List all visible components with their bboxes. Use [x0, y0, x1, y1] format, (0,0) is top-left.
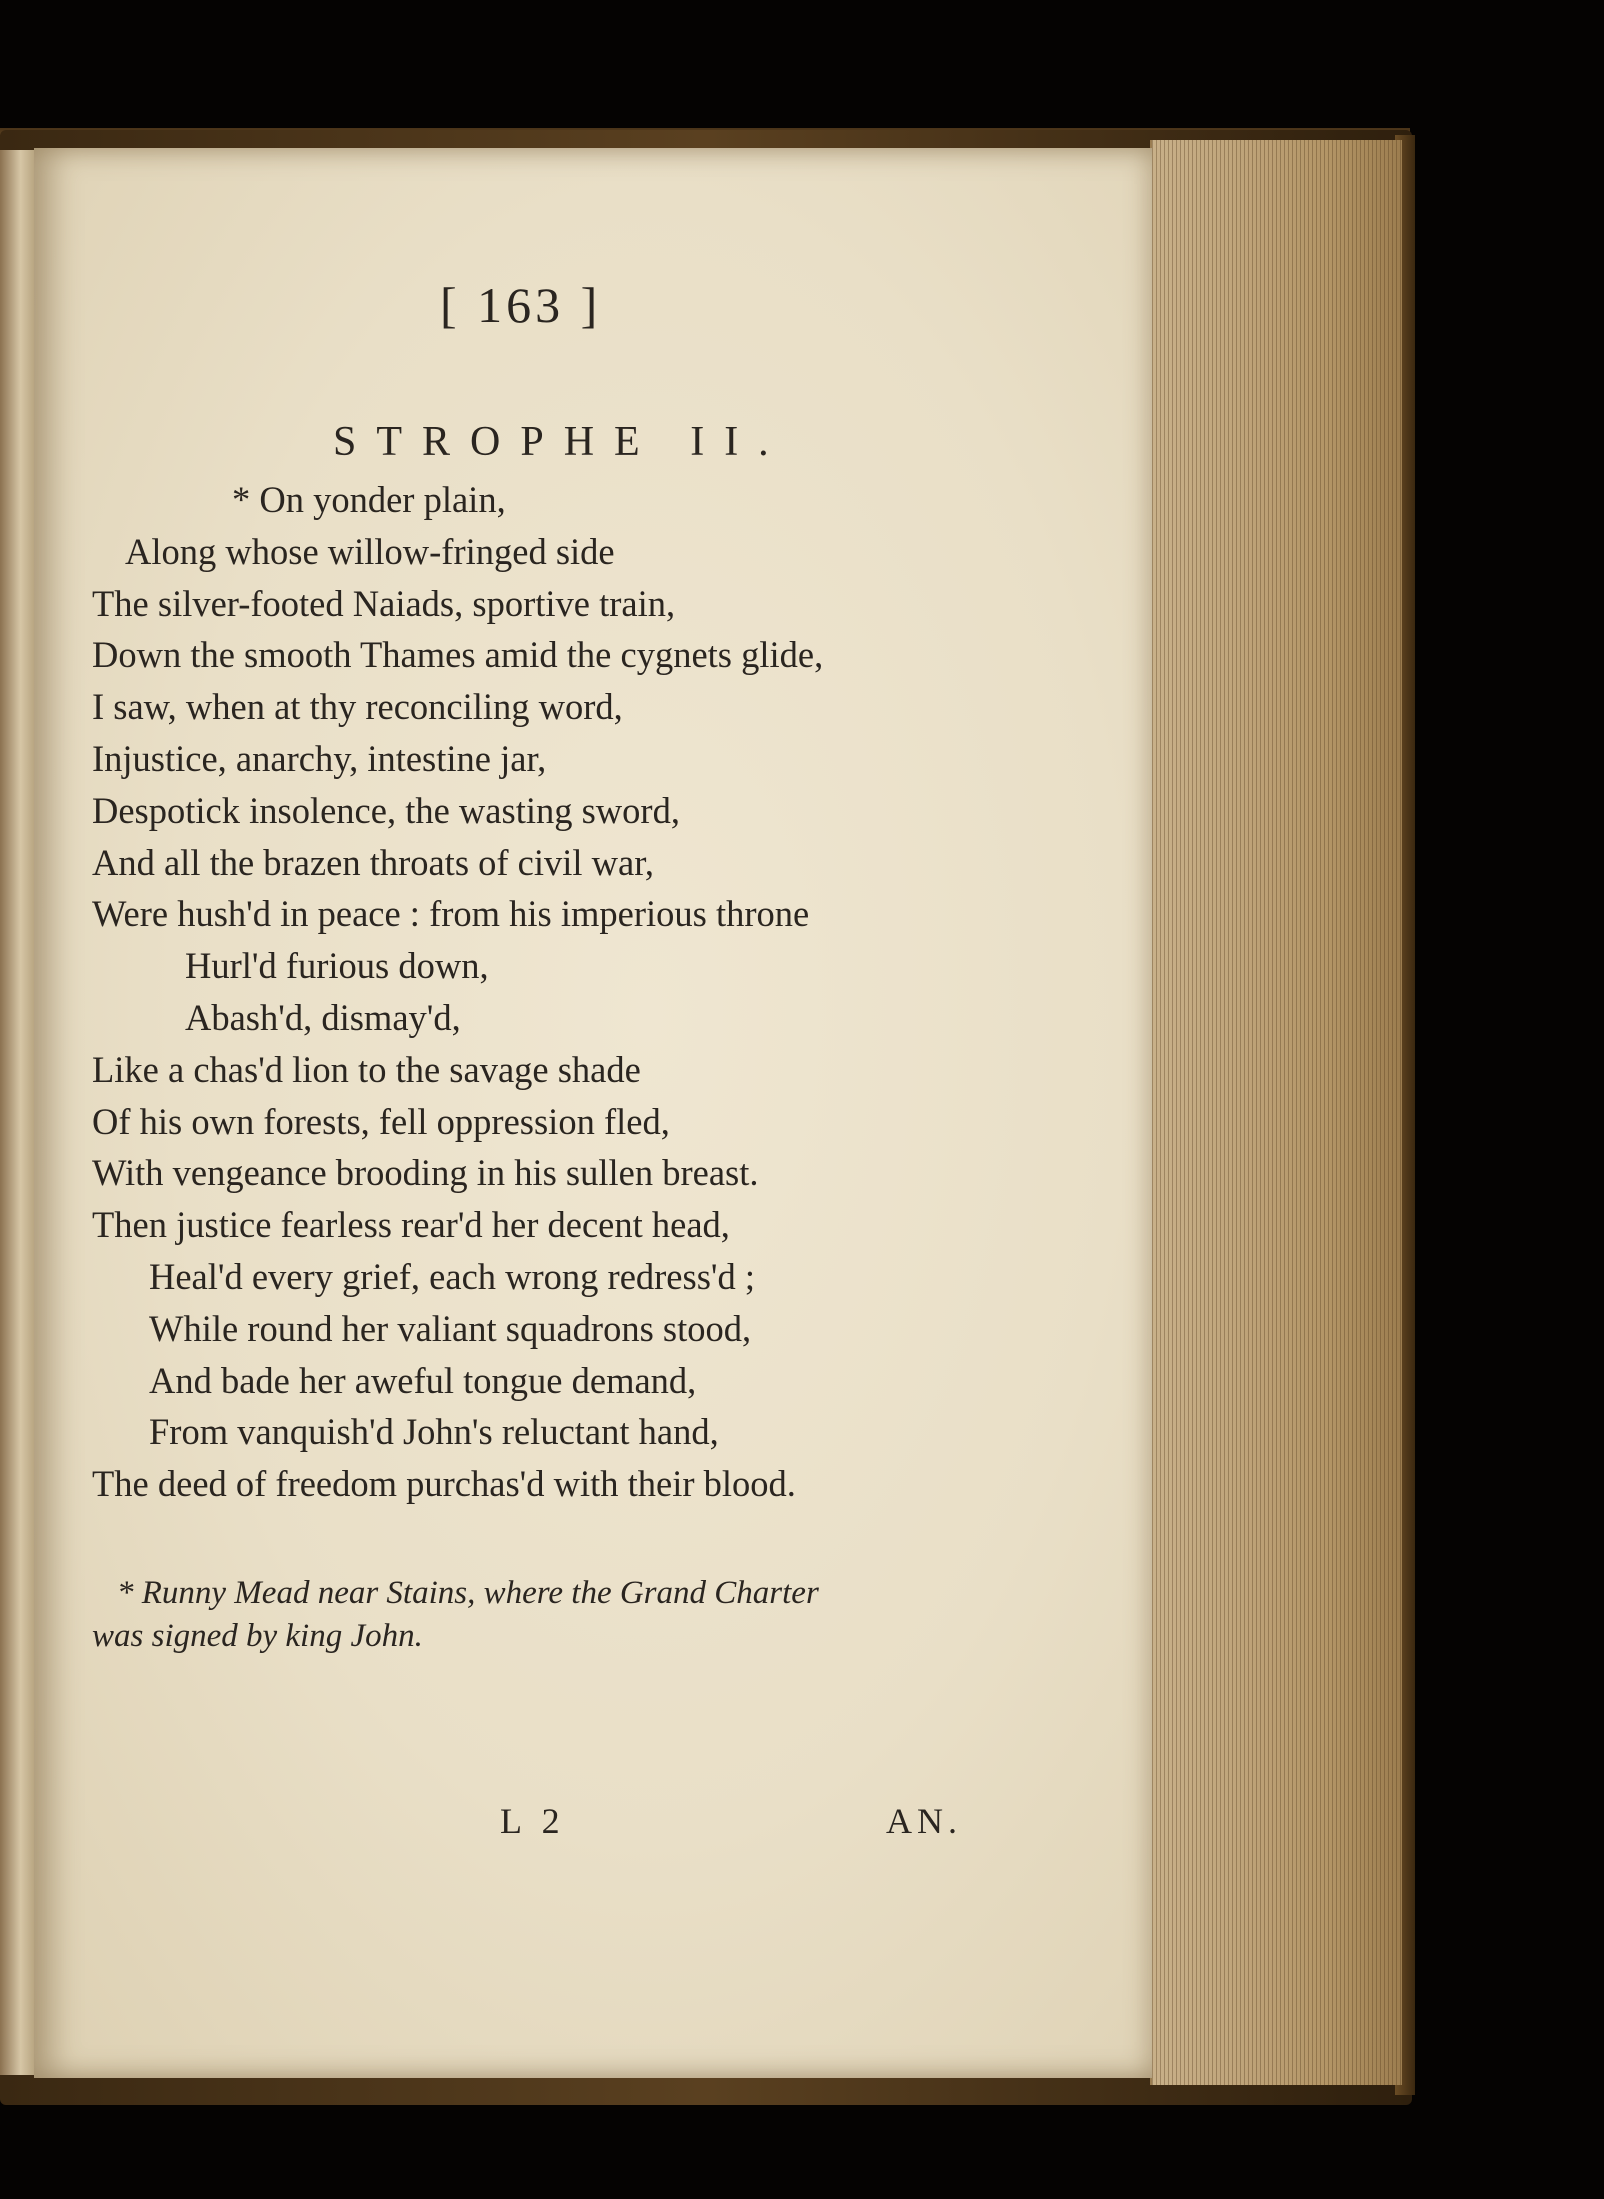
verse-line: Hurl'd furious down,	[185, 945, 489, 987]
page-fore-edge	[1150, 140, 1402, 2085]
verse-line: * On yonder plain,	[232, 479, 506, 520]
verse-line: Like a chas'd lion to the savage shade	[92, 1048, 641, 1090]
verse-line: With vengeance brooding in his sullen breast.	[92, 1152, 759, 1194]
verse-line: Abash'd, dismay'd,	[185, 996, 461, 1038]
verse-line: Heal'd every grief, each wrong redress'd ;	[149, 1255, 756, 1297]
strophe-heading: STROPHE II.	[333, 419, 789, 465]
signature-mark: L 2	[500, 1801, 566, 1841]
verse-line: Along whose willow-fringed side	[125, 530, 615, 572]
page-number: [ 163 ]	[440, 277, 602, 333]
verse-line: Down the smooth Thames amid the cygnets glide,	[92, 634, 824, 676]
facing-page-edge	[0, 150, 34, 2075]
catchword: AN.	[886, 1801, 962, 1841]
verse-line: Despotick insolence, the wasting sword,	[92, 789, 680, 831]
verse-line: And all the brazen throats of civil war,	[92, 841, 655, 883]
verse-line: The silver-footed Naiads, sportive train,	[92, 582, 676, 624]
verse-body	[92, 474, 823, 1510]
verse-line: Then justice fearless rear'd her decent head,	[92, 1204, 730, 1246]
verse-line: And bade her aweful tongue demand,	[149, 1359, 697, 1401]
verse-line: From vanquish'd John's reluctant hand,	[149, 1411, 719, 1453]
verse-line: Injustice, anarchy, intestine jar,	[92, 737, 547, 779]
verse-line: Were hush'd in peace : from his imperious throne	[92, 893, 810, 935]
verse-line: Of his own forests, fell oppression fled,	[92, 1100, 670, 1142]
verse-line: The deed of freedom purchas'd with their blood.	[92, 1463, 796, 1505]
footnote	[92, 1572, 819, 1658]
verse-line: I saw, when at thy reconciling word,	[92, 686, 623, 728]
footnote-line: * Runny Mead near Stains, where the Grand Charter	[117, 1575, 819, 1611]
footnote-line: was signed by king John.	[92, 1618, 423, 1654]
verse-line: While round her valiant squadrons stood,	[149, 1307, 752, 1349]
